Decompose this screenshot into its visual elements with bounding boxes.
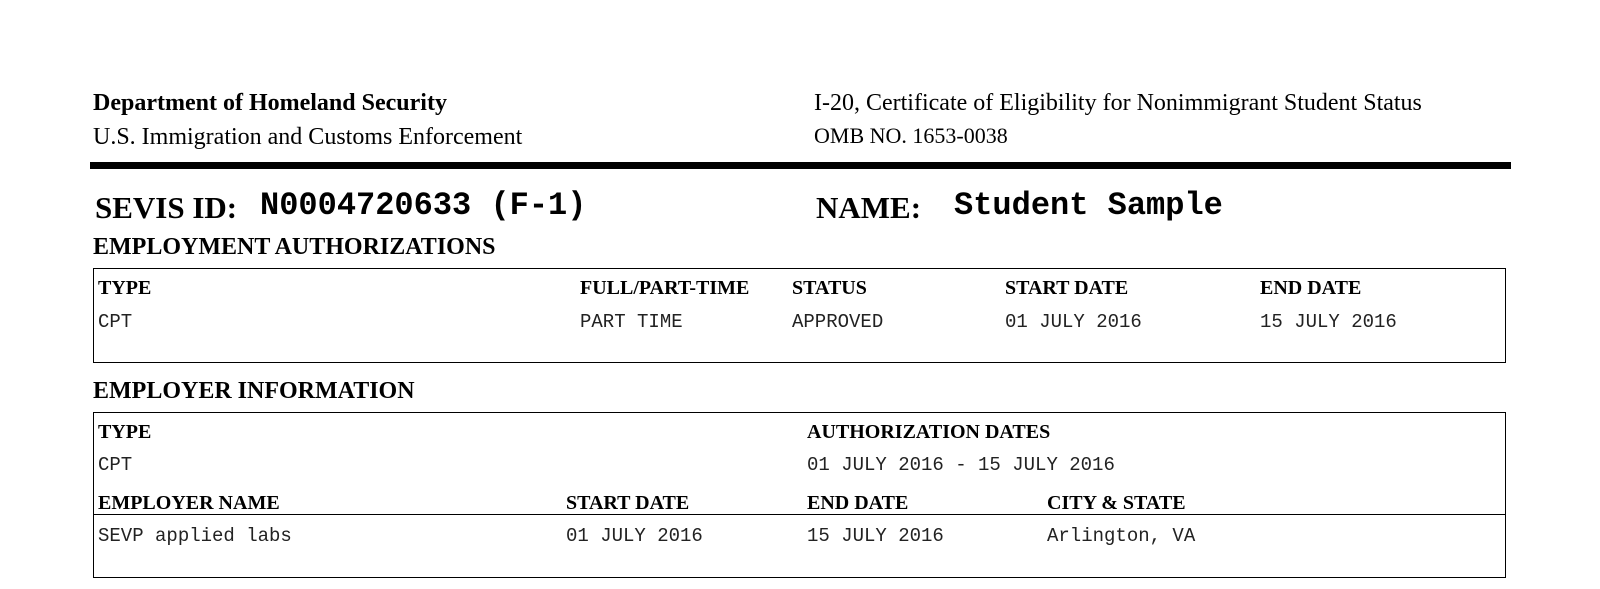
ei-cell-start-date: 01 JULY 2016 (566, 525, 703, 547)
ei-cell-employer-name: SEVP applied labs (98, 525, 292, 547)
ei-header-start-date: START DATE (566, 492, 690, 514)
form-title: I-20, Certificate of Eligibility for Nonimmigrant Student Status (814, 90, 1422, 116)
ea-header-type: TYPE (98, 277, 152, 299)
employment-authorizations-title: EMPLOYMENT AUTHORIZATIONS (93, 234, 496, 260)
agency-name: U.S. Immigration and Customs Enforcement (93, 124, 523, 150)
ei-header-type: TYPE (98, 421, 152, 443)
ei-cell-city-state: Arlington, VA (1047, 525, 1196, 547)
employer-information-title: EMPLOYER INFORMATION (93, 378, 415, 404)
ea-cell-end-date: 15 JULY 2016 (1260, 311, 1397, 333)
sevis-id-value: N0004720633 (F-1) (260, 187, 587, 224)
employer-information-table (93, 412, 1506, 578)
ea-header-full-part-time: FULL/PART-TIME (580, 277, 750, 299)
ea-header-status: STATUS (792, 277, 867, 299)
ei-cell-end-date: 15 JULY 2016 (807, 525, 944, 547)
department-name: Department of Homeland Security (93, 90, 447, 116)
employer-row-divider (94, 514, 1505, 515)
student-name-label: NAME: (816, 190, 922, 225)
ei-cell-type: CPT (98, 454, 133, 476)
employment-authorizations-table (93, 268, 1506, 363)
header-divider (90, 162, 1511, 169)
ea-cell-start-date: 01 JULY 2016 (1005, 311, 1142, 333)
omb-number: OMB NO. 1653-0038 (814, 123, 1008, 148)
ei-header-end-date: END DATE (807, 492, 909, 514)
ei-header-employer-name: EMPLOYER NAME (98, 492, 280, 514)
ea-cell-type: CPT (98, 311, 133, 333)
ei-cell-authorization-dates: 01 JULY 2016 - 15 JULY 2016 (807, 454, 1115, 476)
sevis-id-label: SEVIS ID: (95, 190, 238, 225)
ei-header-authorization-dates: AUTHORIZATION DATES (807, 421, 1051, 443)
ea-header-end-date: END DATE (1260, 277, 1362, 299)
student-name-value: Student Sample (954, 187, 1223, 224)
ea-cell-status: APPROVED (792, 311, 884, 333)
ea-header-start-date: START DATE (1005, 277, 1129, 299)
ei-header-city-state: CITY & STATE (1047, 492, 1186, 514)
ea-cell-full-part-time: PART TIME (580, 311, 683, 333)
